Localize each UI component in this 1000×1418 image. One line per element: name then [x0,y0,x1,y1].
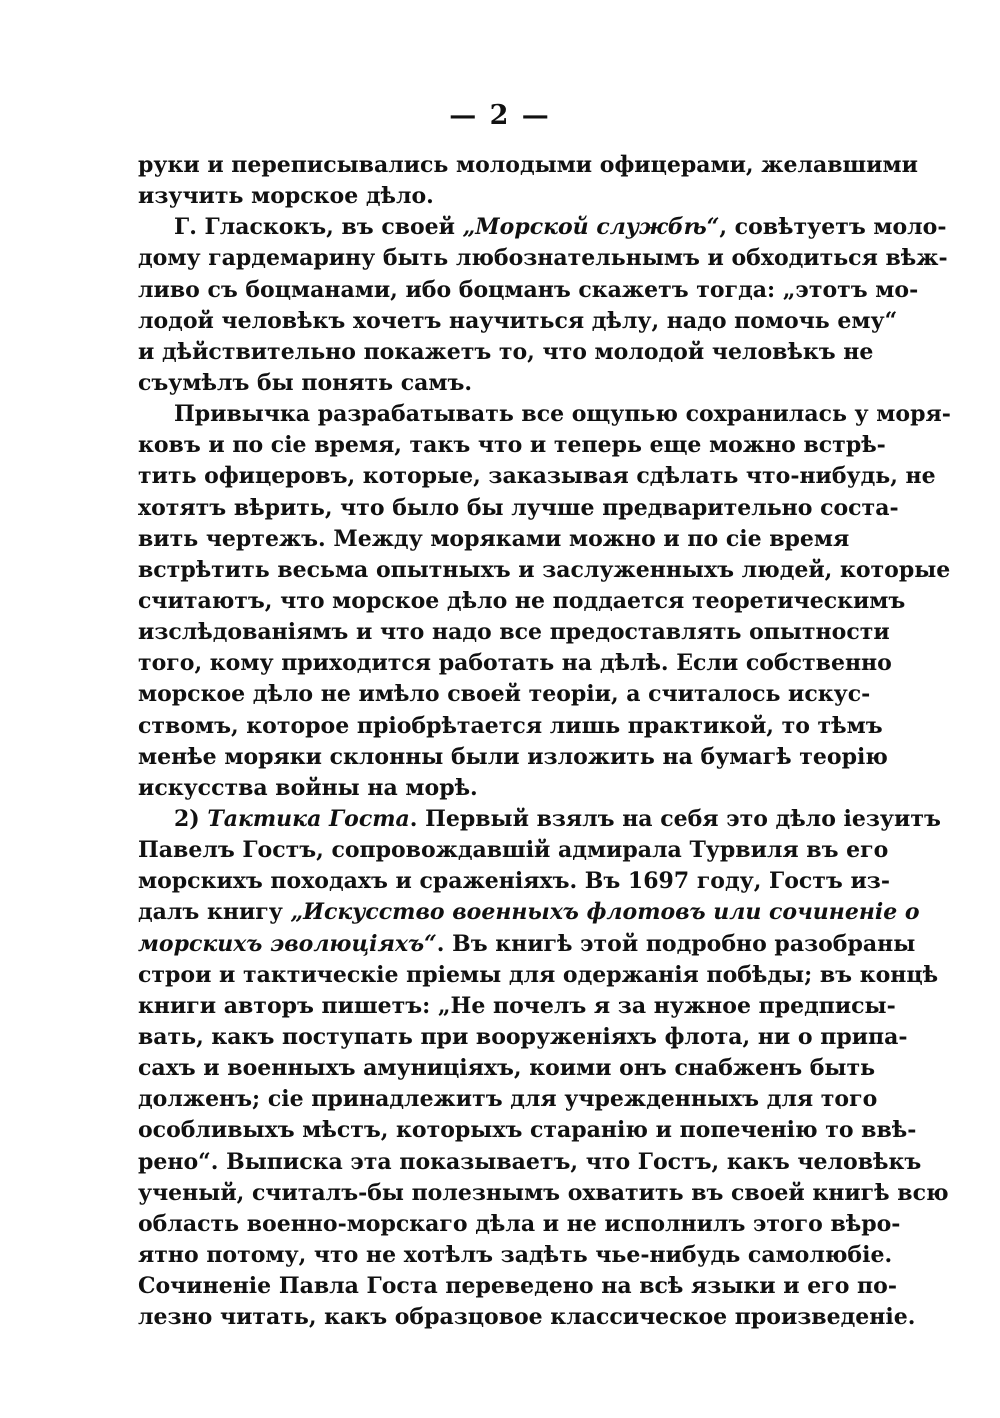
text-run: Павелъ Гостъ, сопровождавшій адмирала Турвиля въ его [138,837,889,864]
text-line [138,181,828,212]
text-line [138,1178,949,1209]
text-run: , совѣтуетъ моло- [719,214,947,241]
text-run: строи и тактическіе пріемы для одержанія побѣды; въ концѣ [138,961,939,988]
text-line [138,1209,901,1240]
text-run: книги авторъ пишетъ: „Не почелъ я за нужное предписы- [138,992,896,1019]
text-line [138,306,898,337]
text-line [138,804,941,835]
text-run: искусства войны на морѣ. [138,774,478,801]
text-line [138,991,896,1022]
text-line [138,586,906,617]
text-run: особливыхъ мѣстъ, которыхъ старанію и попеченію то ввѣ- [138,1117,917,1144]
text-run: руки и переписывались молодыми офицерами, желавшими [138,152,918,178]
text-line [138,368,828,399]
text-line [138,866,890,897]
text-run: область военно-морскаго дѣла и не исполнилъ этого вѣро- [138,1210,901,1237]
text-run: лезно читать, какъ образцовое классическое произведеніе. [138,1304,916,1331]
text-line [138,150,918,181]
paragraph [138,399,951,804]
text-line [138,1240,893,1271]
text-run: ствомъ, которое пріобрѣтается лишь практикой, то тѣмъ [138,712,883,739]
text-run: вать, какъ поступать при вооруженіяхъ флота, ни о припа- [138,1023,908,1050]
text-line [138,960,939,991]
text-run: морскихъ походахъ и сраженіяхъ. Въ 1697 году, Гостъ из- [138,868,890,895]
text-line [138,1115,917,1146]
text-run: 2) [174,805,208,832]
text-run: ученый, считалъ-бы полезнымъ охватить въ своей книгѣ всю [138,1179,949,1206]
text-line [138,929,916,960]
text-line [138,461,936,492]
text-run: менѣе моряки склонны были изложить на бумагѣ теорію [138,743,888,770]
text-run: съумѣлъ бы понять самъ. [138,369,473,396]
paragraph [138,150,918,212]
text-run: ковъ и по сіе время, такъ что и теперь еще можно встрѣ- [138,432,886,459]
text-run: морское дѣло не имѣло своей теоріи, а считалось искус- [138,681,871,708]
text-run: . Первый взялъ на себя это дѣло іезуитъ [409,805,941,832]
text-line [138,430,886,461]
text-run: изслѣдованіямъ и что надо все предоставлять опытности [138,619,890,646]
text-run: лодой человѣкъ хочетъ научиться дѣлу, надо помочь ему“ [138,307,898,334]
book-title: „Морской службѣ“ [462,214,720,241]
text-run: ятно потому, что не хотѣлъ задѣть чье-нибудь самолюбіе. [138,1241,893,1268]
text-run: вить чертежъ. Между моряками можно и по сіе время [138,525,850,552]
text-run: рено“. Выписка эта показываетъ, что Гостъ, какъ человѣкъ [138,1148,922,1175]
text-run: считаютъ, что морское дѣло не поддается теоретическимъ [138,587,906,614]
section-title: Тактика Госта [207,805,410,832]
text-line [138,337,874,368]
text-line [138,1147,922,1178]
book-title: морскихъ эволюціяхъ“ [138,930,437,957]
text-run: дому гардемарину быть любознательнымъ и обходиться вѣж- [138,245,948,272]
paragraph [138,212,948,399]
text-run: далъ книгу [138,899,291,926]
text-run: и дѣйствительно покажетъ то, что молодой человѣкъ не [138,338,874,365]
text-line [138,742,888,773]
page-text [138,150,951,1333]
text-line [138,679,871,710]
text-line [138,835,889,866]
page-number: — 2 — [449,100,551,131]
text-line [138,212,947,243]
paragraph [138,804,949,1333]
text-line [138,617,890,648]
text-run: встрѣтить весьма опытныхъ и заслуженныхъ людей, которые [138,556,951,583]
text-line [138,1053,876,1084]
text-line [138,1022,908,1053]
text-line [138,711,883,742]
text-line [138,493,899,524]
text-run: сахъ и военныхъ амуниціяхъ, коими онъ снабженъ быть [138,1055,876,1082]
text-line [138,399,951,430]
text-line [138,1271,897,1302]
text-run: изучить морское дѣло. [138,183,434,210]
text-line [138,648,892,679]
text-run: Г. Гласкокъ, въ своей [174,214,463,241]
text-run: ливо съ боцманами, ибо боцманъ скажетъ тогда: „этотъ мо- [138,276,919,303]
text-line [138,243,948,274]
text-line [138,897,920,928]
text-run: тить офицеровъ, которые, заказывая сдѣлать что-нибудь, не [138,463,936,490]
text-line [138,275,919,306]
text-line [138,555,951,586]
text-run: долженъ; сіе принадлежитъ для учрежденныхъ для того [138,1086,878,1113]
text-run: Сочиненіе Павла Госта переведено на всѣ языки и его по- [138,1273,897,1300]
text-line [138,1302,916,1333]
text-run: того, кому приходится работать на дѣлѣ. Если собственно [138,650,892,677]
text-run: хотятъ вѣрить, что было бы лучше предварительно соста- [138,494,899,521]
text-run: . Въ книгѣ этой подробно разобраны [436,930,916,957]
text-line [138,773,828,804]
book-title: „Искусство военныхъ флотовъ или сочиненіе о [290,899,920,926]
text-run: Привычка разрабатывать все ощупью сохранилась у моря- [174,401,951,428]
text-line [138,1084,878,1115]
text-line [138,524,850,555]
